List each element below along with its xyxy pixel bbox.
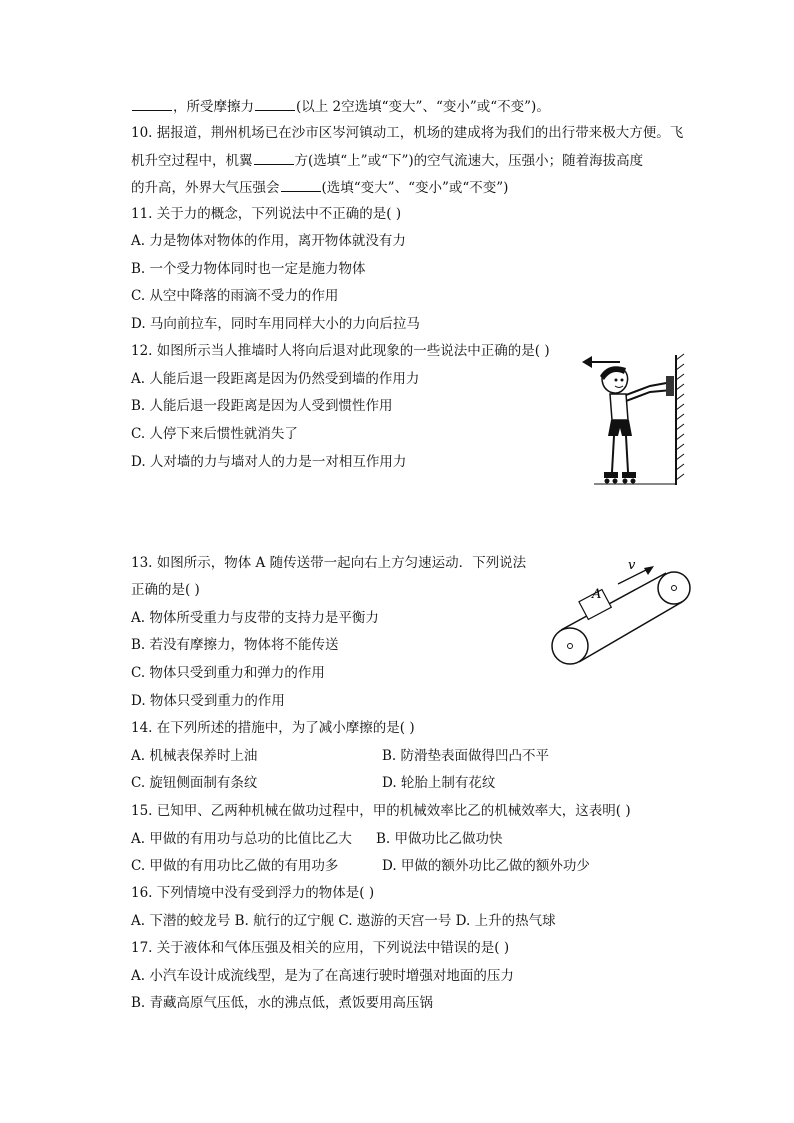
q11-option-c[interactable]: C. 从空中降落的雨滴不受力的作用 — [131, 288, 339, 304]
q12-option-c[interactable]: C. 人停下来后惯性就消失了 — [131, 426, 298, 442]
q16-stem: 16. 下列情境中没有受到浮力的物体是( ) — [131, 885, 375, 901]
q11-stem: 11. 关于力的概念，下列说法中不正确的是( ) — [131, 206, 402, 222]
q11-option-b[interactable]: B. 一个受力物体同时也一定是施力物体 — [131, 261, 366, 277]
answer-blank[interactable] — [255, 97, 295, 111]
q15-option-d[interactable]: D. 甲做的额外功比乙做的额外功少 — [382, 858, 590, 874]
q12-option-b[interactable]: B. 人能后退一段距离是因为人受到惯性作用 — [131, 398, 393, 414]
q12-option-d[interactable]: D. 人对墙的力与墙对人的力是一对相互作用力 — [131, 454, 407, 470]
q13-option-c[interactable]: C. 物体只受到重力和弹力的作用 — [131, 665, 325, 681]
q14-option-c[interactable]: C. 旋钮侧面制有条纹 — [131, 775, 258, 791]
q14-option-d[interactable]: D. 轮胎上制有花纹 — [382, 775, 496, 791]
q14-stem: 14. 在下列所述的措施中，为了减小摩擦的是( ) — [131, 720, 415, 736]
q13-option-b[interactable]: B. 若没有摩擦力，物体将不能传送 — [131, 637, 339, 653]
q10-line2: 机升空过程中，机翼 方(选填“上”或“下”)的空气流速大，压强小；随着海拔高度 — [131, 153, 644, 169]
q17-option-a[interactable]: A. 小汽车设计成流线型，是为了在高速行驶时增强对地面的压力 — [131, 968, 514, 984]
q15-option-b[interactable]: B. 甲做功比乙做功快 — [376, 831, 503, 847]
q17-option-b[interactable]: B. 青藏高原气压低，水的沸点低，煮饭要用高压锅 — [131, 995, 434, 1011]
answer-blank[interactable] — [132, 97, 172, 111]
q15-option-c[interactable]: C. 甲做的有用功比乙做的有用功多 — [131, 858, 339, 874]
q13-option-d[interactable]: D. 物体只受到重力的作用 — [131, 693, 285, 709]
q10-line1: 10. 据报道，荆州机场已在沙市区岑河镇动工，机场的建成将为我们的出行带来极大方便。飞 — [131, 125, 684, 141]
q10-line3: 的升高，外界大气压强会 (选填“变大”、“变小”或“不变”) — [131, 180, 509, 196]
q11-option-a[interactable]: A. 力是物体对物体的作用，离开物体就没有力 — [131, 233, 406, 249]
q11-option-d[interactable]: D. 马向前拉车，同时车用同样大小的力向后拉马 — [131, 316, 420, 332]
q12-stem: 12. 如图所示当人推墙时人将向后退对此现象的一些说法中正确的是( ) — [131, 343, 550, 359]
block-label: A — [592, 587, 602, 602]
q14-option-a[interactable]: A. 机械表保养时上油 — [131, 748, 258, 764]
q9-continuation: ，所受摩擦力 (以上 2空选填“变大”、“变小”或“不变”)。 — [131, 97, 550, 116]
q14-option-b[interactable]: B. 防滑垫表面做得凹凸不平 — [382, 748, 550, 764]
conveyor-belt-figure — [548, 556, 698, 668]
q13-option-a[interactable]: A. 物体所受重力与皮带的支持力是平衡力 — [131, 610, 379, 626]
answer-blank[interactable] — [281, 178, 321, 192]
q12-option-a[interactable]: A. 人能后退一段距离是因为仍然受到墙的作用力 — [131, 371, 420, 387]
q13-stem-line1: 13. 如图所示，物体 A 随传送带一起向右上方匀速运动．下列说法 — [131, 555, 527, 571]
person-pushing-wall-figure — [580, 350, 690, 490]
answer-blank[interactable] — [254, 151, 294, 165]
q13-stem-line2: 正确的是( ) — [131, 582, 200, 598]
q15-stem: 15. 已知甲、乙两种机械在做功过程中，甲的机械效率比乙的机械效率大，这表明( ) — [131, 803, 631, 819]
velocity-label: v — [628, 558, 636, 573]
q16-options[interactable]: A. 下潜的蛟龙号 B. 航行的辽宁舰 C. 遨游的天宫一号 D. 上升的热气球 — [131, 913, 556, 929]
q15-option-a[interactable]: A. 甲做的有用功与总功的比值比乙大 — [131, 831, 352, 847]
q17-stem: 17. 关于液体和气体压强及相关的应用，下列说法中错误的是( ) — [131, 940, 510, 956]
